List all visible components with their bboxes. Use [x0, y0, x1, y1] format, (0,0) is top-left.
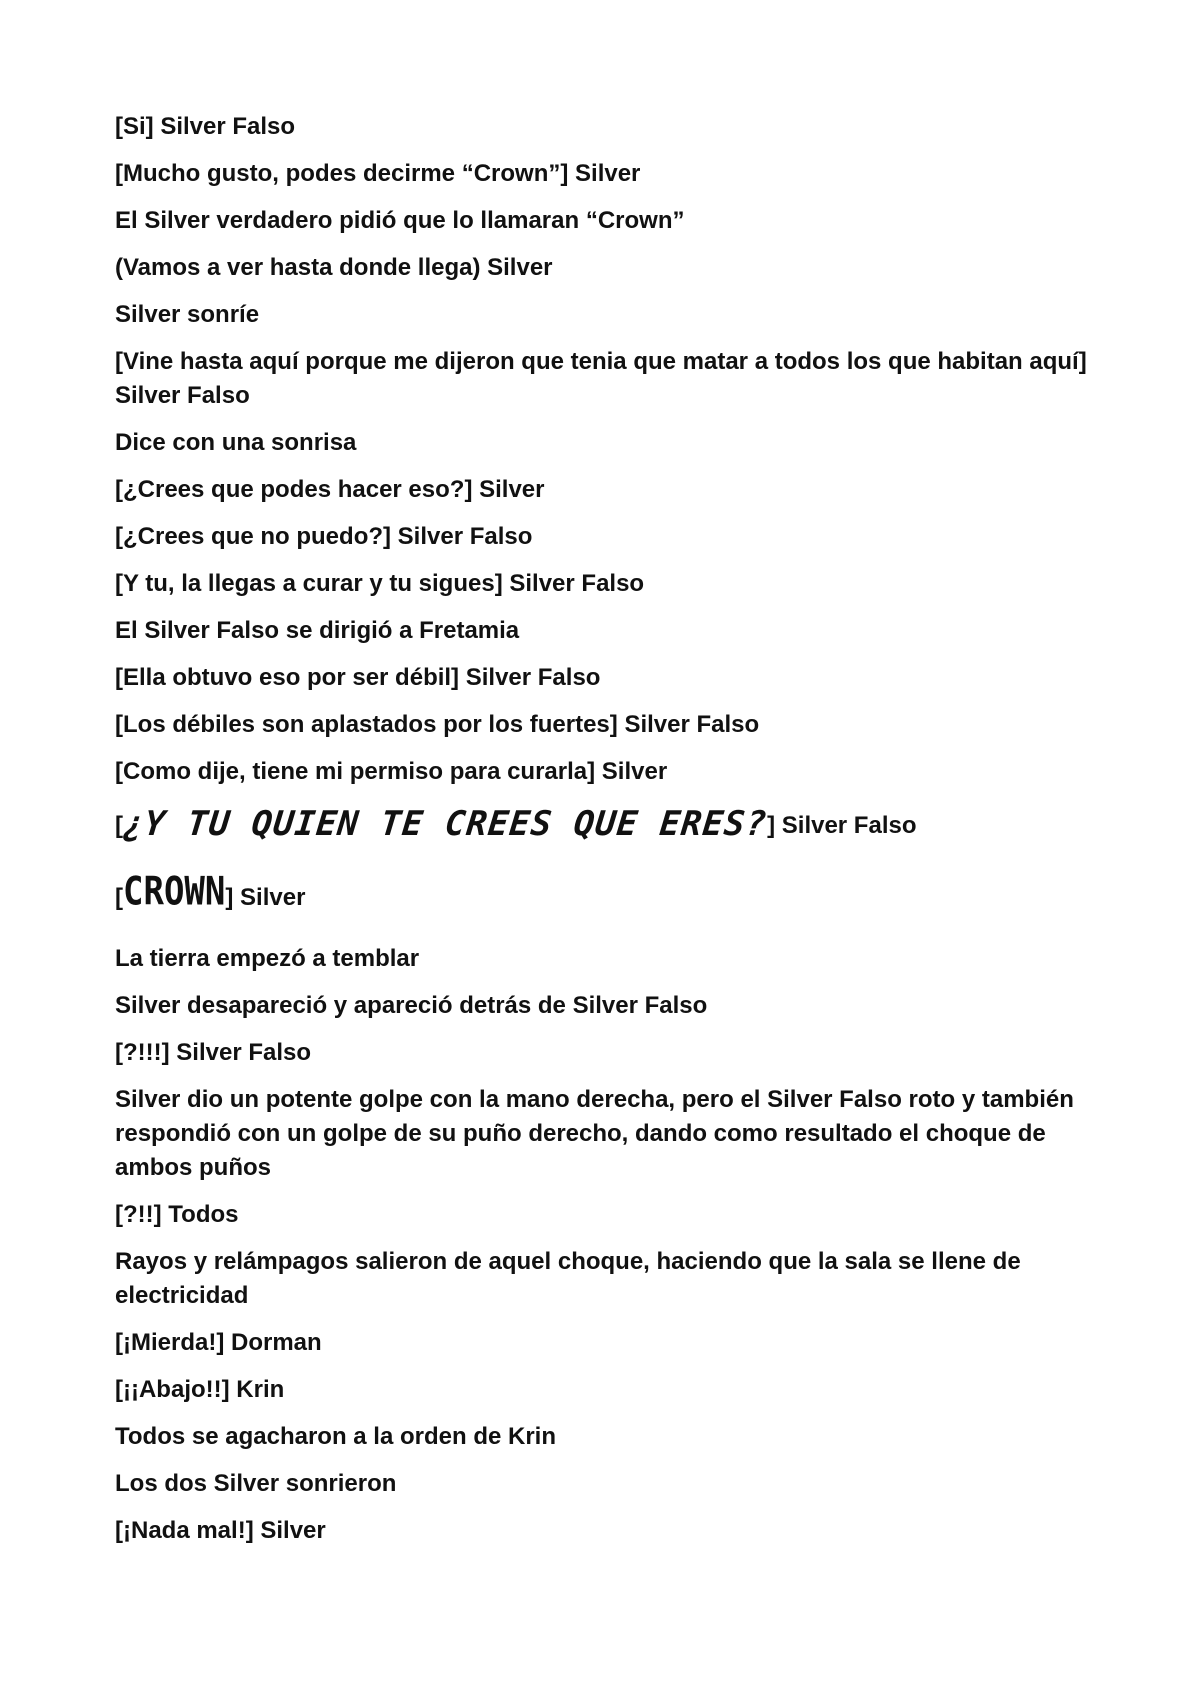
open-bracket: [ — [115, 812, 123, 839]
text-line: [Y tu, la llegas a curar y tu sigues] Silver Falso — [115, 570, 645, 597]
text-line: [Ella obtuvo eso por ser débil] Silver Falso — [115, 664, 601, 691]
open-bracket: [ — [115, 884, 123, 911]
text-line: (Vamos a ver hasta donde llega) Silver — [115, 254, 553, 281]
text-line: Rayos y relámpagos salieron de aquel choque, haciendo que la sala se llene de electricidad — [115, 1248, 1021, 1309]
text-line: Dice con una sonrisa — [115, 429, 357, 456]
text-line: [¡Mierda!] Dorman — [115, 1329, 322, 1356]
stylized-dialogue-line — [115, 802, 1095, 848]
document-page — [115, 110, 1095, 1561]
text-line: [Mucho gusto, podes decirme “Crown”] Silver — [115, 160, 641, 187]
text-line: [Si] Silver Falso — [115, 113, 296, 140]
text-line: El Silver Falso se dirigió a Fretamia — [115, 617, 520, 644]
close-bracket: ] — [767, 812, 776, 839]
text-line: [?!!] Todos — [115, 1201, 239, 1228]
text-line: Silver sonríe — [115, 301, 260, 328]
speaker-name: Silver — [233, 884, 306, 911]
text-line: [¡¡Abajo!!] Krin — [115, 1376, 285, 1403]
stylized-shout-text: ¿Y TU QUIEN TE CREES QUE ERES? — [120, 804, 770, 844]
text-line: [Los débiles son aplastados por los fuertes] Silver Falso — [115, 711, 760, 738]
text-line: [¡Nada mal!] Silver — [115, 1517, 326, 1544]
text-line: [?!!!] Silver Falso — [115, 1039, 312, 1066]
text-line: La tierra empezó a temblar — [115, 945, 420, 972]
text-line: Los dos Silver sonrieron — [115, 1470, 397, 1497]
text-line: El Silver verdadero pidió que lo llamaran “Crown” — [115, 207, 685, 234]
text-line: [¿Crees que podes hacer eso?] Silver — [115, 476, 545, 503]
text-line: [Como dije, tiene mi permiso para curarla] Silver — [115, 758, 668, 785]
speaker-name: Silver Falso — [775, 812, 917, 839]
text-line: [¿Crees que no puedo?] Silver Falso — [115, 523, 533, 550]
close-bracket: ] — [225, 884, 234, 911]
text-line: Todos se agacharon a la orden de Krin — [115, 1423, 556, 1450]
text-line: Silver dio un potente golpe con la mano derecha, pero el Silver Falso roto y también respondió con un golpe de su puño derecho, dando como resultado el choque de ambos puños — [115, 1086, 1074, 1181]
stylized-crown-text: CROWN — [123, 869, 226, 915]
stylized-dialogue-line — [115, 870, 1095, 920]
text-line: [Vine hasta aquí porque me dijeron que tenia que matar a todos los que habitan aquí] Silver Falso — [115, 348, 1087, 409]
text-line: Silver desapareció y apareció detrás de Silver Falso — [115, 992, 708, 1019]
